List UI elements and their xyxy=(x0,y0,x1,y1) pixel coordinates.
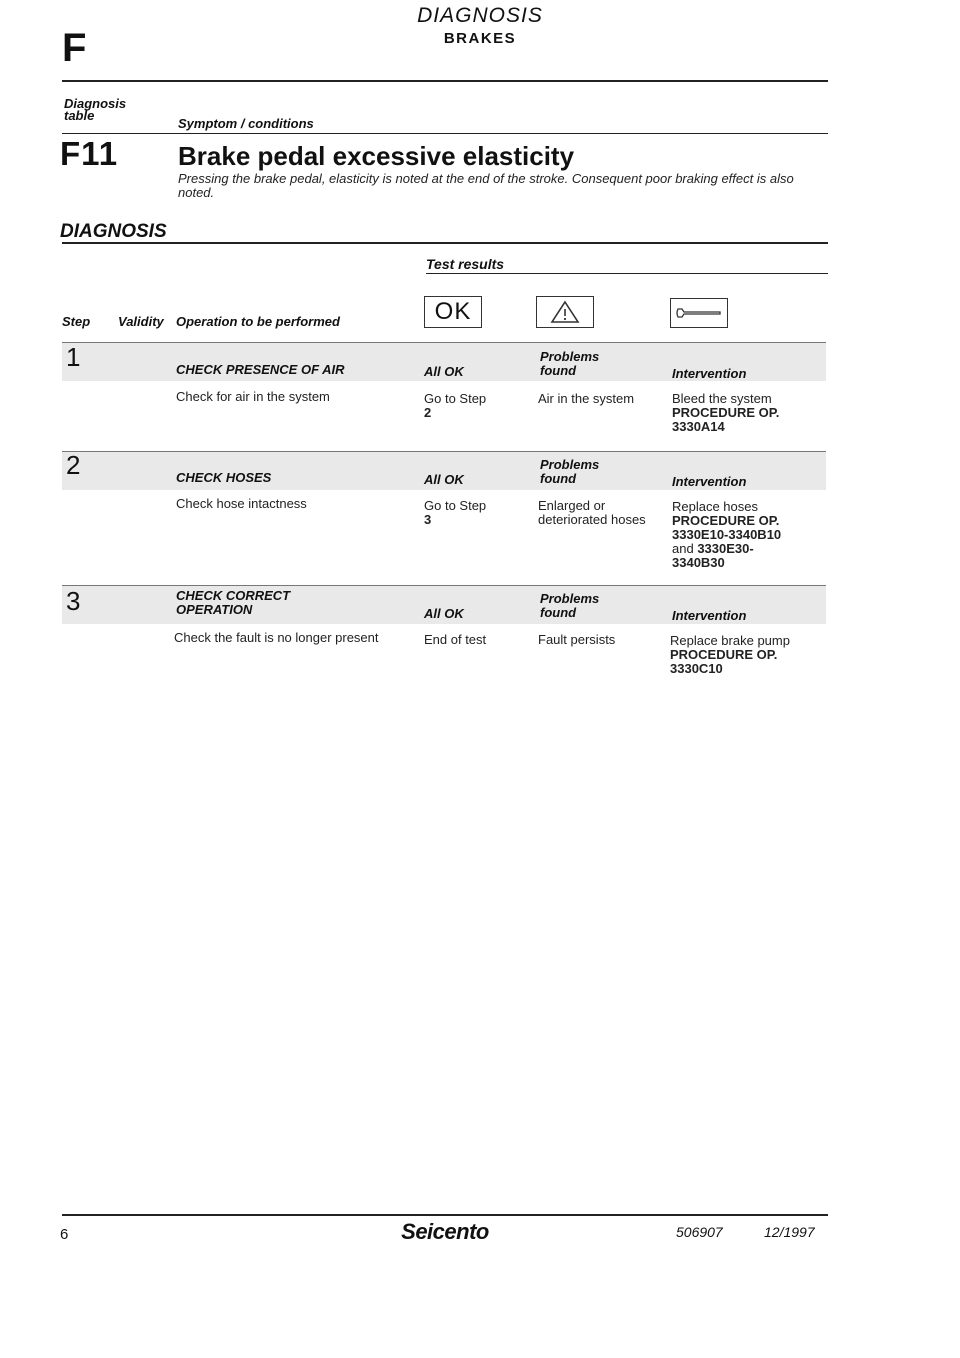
step-check-title: CHECK PRESENCE OF AIR xyxy=(176,362,345,377)
table-header-divider xyxy=(62,133,828,134)
symptom-conditions-label: Symptom / conditions xyxy=(178,116,314,131)
step-operation: Check the fault is no longer present xyxy=(174,630,379,645)
intervention-label: Intervention xyxy=(672,608,747,623)
page-header-title: DIAGNOSIS xyxy=(417,4,543,27)
step-intervention: Replace hoses PROCEDURE OP. 3330E10-3340B10 and 3330E30- 3340B30 xyxy=(672,499,782,570)
intervention-label: Intervention xyxy=(672,366,747,381)
all-ok-label: All OK xyxy=(424,472,464,487)
problems-found-label: Problems found xyxy=(540,591,600,620)
step-problem: Fault persists xyxy=(538,632,616,647)
problems-found-label: Problems found xyxy=(540,349,600,378)
header-divider xyxy=(62,80,828,82)
test-results-divider xyxy=(426,273,828,274)
fault-description: Pressing the brake pedal, elasticity is noted at the end of the stroke. Consequent poor braking effect is also noted. xyxy=(178,171,794,200)
step-problem: Enlarged or deteriorated hoses xyxy=(538,498,646,527)
step-intervention: Replace brake pump PROCEDURE OP. 3330C10 xyxy=(670,633,790,676)
intervention-label: Intervention xyxy=(672,474,747,489)
ok-icon: OK xyxy=(424,296,482,328)
step-ok-result: End of test xyxy=(424,632,487,647)
all-ok-label: All OK xyxy=(424,364,464,379)
diagnosis-heading: DIAGNOSIS xyxy=(60,221,167,242)
wrench-icon xyxy=(670,298,728,328)
section-letter: F xyxy=(62,26,87,70)
step-intervention: Bleed the system PROCEDURE OP. 3330A14 xyxy=(672,391,780,434)
step-operation: Check for air in the system xyxy=(176,389,330,404)
step-problem: Air in the system xyxy=(538,391,635,406)
step-number: 3 xyxy=(66,586,81,616)
step-ok-result: Go to Step 3 xyxy=(424,498,487,527)
page-number: 6 xyxy=(60,1226,69,1243)
col-validity-label: Validity xyxy=(118,314,164,329)
step-ok-result: Go to Step 2 xyxy=(424,391,487,420)
col-operation-label: Operation to be performed xyxy=(176,314,340,329)
doc-code: 506907 xyxy=(676,1224,723,1240)
all-ok-label: All OK xyxy=(424,606,464,621)
step-check-title: CHECK CORRECT OPERATION xyxy=(176,588,291,617)
step-number: 1 xyxy=(66,342,81,372)
step-check-title: CHECK HOSES xyxy=(176,470,272,485)
problems-found-label: Problems found xyxy=(540,457,600,486)
footer-divider xyxy=(62,1214,828,1216)
warning-triangle-icon xyxy=(536,296,594,328)
diagnosis-table-label: Diagnosis table xyxy=(64,96,127,123)
col-step-label: Step xyxy=(62,314,91,329)
step-operation: Check hose intactness xyxy=(176,496,307,511)
fault-code: F11 xyxy=(60,135,119,172)
diagnosis-divider xyxy=(62,242,828,244)
test-results-label: Test results xyxy=(426,256,505,272)
step-number: 2 xyxy=(66,450,81,480)
brand-logo: Seicento xyxy=(401,1219,489,1244)
fault-title: Brake pedal excessive elasticity xyxy=(178,141,575,171)
page-header-subtitle: BRAKES xyxy=(443,30,517,47)
doc-date: 12/1997 xyxy=(764,1224,815,1240)
